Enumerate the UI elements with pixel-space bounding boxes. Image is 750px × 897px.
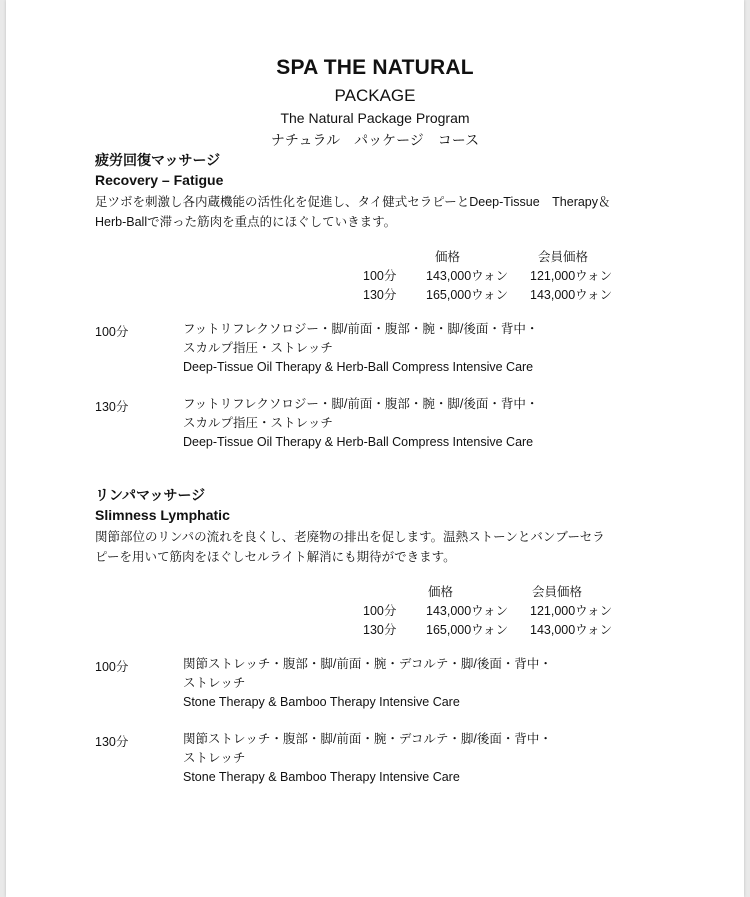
- price-header: 価格: [428, 585, 454, 599]
- program-duration: 100分: [95, 660, 129, 674]
- price-row-member-price: 143,000ウォン: [530, 288, 613, 302]
- price-row-price: 165,000ウォン: [426, 623, 509, 637]
- description-line: ピーを用いて筋肉をほぐしセルライト解消にも期待ができます。: [95, 550, 456, 564]
- section-title-en: Slimness Lymphatic: [95, 507, 230, 523]
- program-details: [183, 320, 538, 377]
- program-line: フットリフレクソロジー・脚/前面・腹部・腕・脚/後面・背中・: [183, 322, 539, 336]
- program-details: [183, 730, 552, 787]
- program-line: Stone Therapy & Bamboo Therapy Intensive Care: [183, 770, 460, 784]
- section-title-ja: リンパマッサージ: [95, 487, 206, 503]
- description-line: 足ツボを刺激し各内蔵機能の活性化を促進し、タイ健式セラピーとDeep-Tissue Therapy＆: [95, 195, 611, 209]
- price-row-price: 165,000ウォン: [426, 288, 509, 302]
- program-line: Deep-Tissue Oil Therapy & Herb-Ball Compress Intensive Care: [183, 435, 534, 449]
- section-title-ja: 疲労回復マッサージ: [95, 152, 221, 168]
- price-header: 価格: [435, 250, 461, 264]
- program-duration: 130分: [95, 735, 129, 749]
- program-line: Stone Therapy & Bamboo Therapy Intensive Care: [183, 695, 460, 709]
- page-subtitle: PACKAGE: [334, 86, 416, 105]
- price-row-duration: 100分: [363, 604, 397, 618]
- price-row-member-price: 121,000ウォン: [530, 604, 613, 618]
- program-line: 関節ストレッチ・腹部・脚/前面・腕・デコルテ・脚/後面・背中・: [183, 657, 552, 671]
- program-line: スカルプ指圧・ストレッチ: [183, 416, 333, 430]
- program-line: スカルプ指圧・ストレッチ: [183, 341, 333, 355]
- program-line: フットリフレクソロジー・脚/前面・腹部・腕・脚/後面・背中・: [183, 397, 539, 411]
- program-duration: 100分: [95, 325, 129, 339]
- price-row-price: 143,000ウォン: [426, 604, 509, 618]
- program-name-en: The Natural Package Program: [280, 110, 470, 126]
- program-line: Deep-Tissue Oil Therapy & Herb-Ball Compress Intensive Care: [183, 360, 534, 374]
- page-title: SPA THE NATURAL: [276, 56, 474, 79]
- program-details: [183, 655, 552, 712]
- program-line: ストレッチ: [183, 676, 246, 690]
- member-price-header: 会員価格: [538, 250, 589, 264]
- section-description: [95, 527, 665, 567]
- program-duration: 130分: [95, 400, 129, 414]
- price-row-member-price: 143,000ウォン: [530, 623, 613, 637]
- program-name-ja: ナチュラル パッケージ コース: [270, 132, 480, 148]
- program-line: ストレッチ: [183, 751, 246, 765]
- price-row-price: 143,000ウォン: [426, 269, 509, 283]
- section-title-en: Recovery – Fatigue: [95, 172, 224, 188]
- program-line: 関節ストレッチ・腹部・脚/前面・腕・デコルテ・脚/後面・背中・: [183, 732, 552, 746]
- description-line: 関節部位のリンパの流れを良くし、老廃物の排出を促します。温熱ストーンとバンブーセラ: [95, 530, 605, 544]
- document-page: [6, 0, 744, 897]
- price-row-duration: 130分: [363, 623, 397, 637]
- program-details: [183, 395, 538, 452]
- description-line: Herb-Ballで滞った筋肉を重点的にほぐしていきます。: [95, 215, 397, 229]
- price-row-duration: 100分: [363, 269, 397, 283]
- member-price-header: 会員価格: [532, 585, 583, 599]
- section-description: [95, 192, 665, 232]
- price-row-member-price: 121,000ウォン: [530, 269, 613, 283]
- price-row-duration: 130分: [363, 288, 397, 302]
